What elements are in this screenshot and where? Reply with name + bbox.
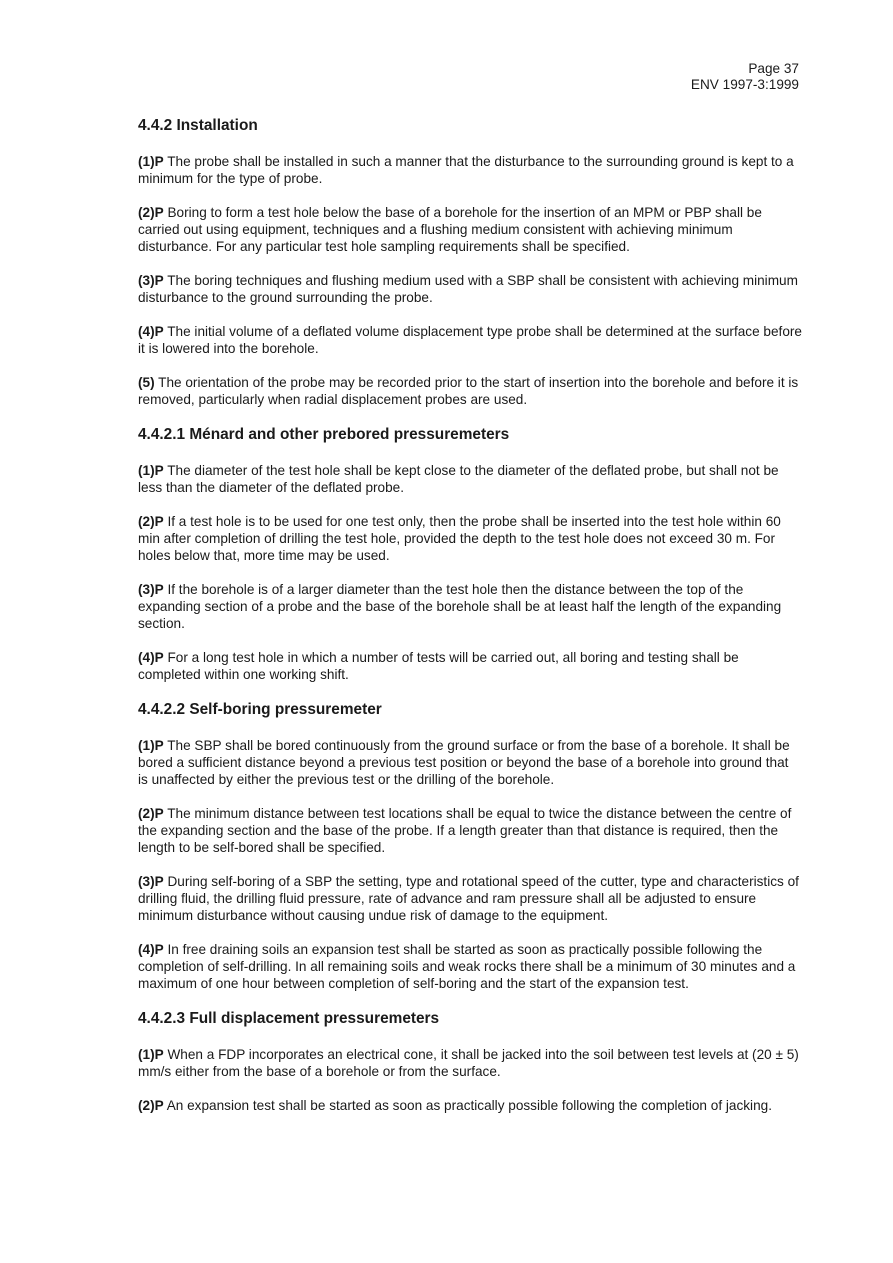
clause-number: (2)P bbox=[138, 514, 164, 529]
section-heading: 4.4.2 Installation bbox=[138, 117, 258, 134]
clause-text: If the borehole is of a larger diameter than the test hole then the distance between the top of the expanding section of a probe and the base of the borehole shall be at least half the length of the expanding section. bbox=[138, 582, 782, 631]
clause-text: Boring to form a test hole below the base of a borehole for the insertion of an MPM or PBP shall be carried out using equipment, techniques and a flushing medium consistent with achieving minimum disturbance. For any particular test hole sampling requirements shall be specified. bbox=[138, 205, 762, 254]
clause-text: The minimum distance between test locations shall be equal to twice the distance between the centre of the expanding section and the base of the probe. If a length greater than that distance is required, then the length to be self-bored shall be specified. bbox=[138, 806, 792, 855]
clause bbox=[138, 737, 802, 788]
clause bbox=[138, 941, 802, 992]
clause bbox=[138, 462, 802, 496]
clause-number: (3)P bbox=[138, 874, 164, 889]
clause-text: For a long test hole in which a number of tests will be carried out, all boring and testing shall be completed within one working shift. bbox=[138, 650, 739, 682]
standard-reference: ENV 1997-3:1999 bbox=[690, 77, 799, 92]
clause bbox=[138, 272, 802, 306]
clause-number: (4)P bbox=[138, 942, 164, 957]
clause-text: The diameter of the test hole shall be kept close to the diameter of the deflated probe, but shall not be less than the diameter of the deflated probe. bbox=[138, 463, 779, 495]
clause bbox=[138, 873, 802, 924]
clause-text: When a FDP incorporates an electrical cone, it shall be jacked into the soil between test levels at (20 ± 5) mm/s either from the base of a borehole or from the surface. bbox=[138, 1047, 799, 1079]
section-heading: 4.4.2.1 Ménard and other prebored pressuremeters bbox=[138, 426, 510, 443]
clause-number: (1)P bbox=[138, 738, 164, 753]
clause-number: (1)P bbox=[138, 1047, 164, 1062]
clause-text: If a test hole is to be used for one test only, then the probe shall be inserted into the test hole within 60 min after completion of drilling the test hole, provided the depth to the test hole does not exceed 30 m. For holes below that, more time may be used. bbox=[138, 514, 781, 563]
clause bbox=[138, 1097, 802, 1114]
clause-text: An expansion test shall be started as soon as practically possible following the completion of jacking. bbox=[166, 1098, 772, 1113]
clause-number: (2)P bbox=[138, 806, 164, 821]
clause-number: (5) bbox=[138, 375, 155, 390]
clause-number: (2)P bbox=[138, 205, 164, 220]
clause bbox=[138, 323, 802, 357]
clause bbox=[138, 204, 802, 255]
clause-number: (2)P bbox=[138, 1098, 164, 1113]
clause bbox=[138, 153, 802, 187]
clause-text: During self-boring of a SBP the setting, type and rotational speed of the cutter, type and characteristics of drilling fluid, the drilling fluid pressure, rate of advance and ram pressure shall all be adjusted to ensure minimum disturbance without causing undue risk of damage to the equipment. bbox=[138, 874, 799, 923]
clause-number: (3)P bbox=[138, 582, 164, 597]
clause bbox=[138, 1046, 802, 1080]
clause-text: The boring techniques and flushing medium used with a SBP shall be consistent with achieving minimum disturbance to the ground surrounding the probe. bbox=[138, 273, 798, 305]
document-body bbox=[138, 116, 802, 1131]
clause-text: The probe shall be installed in such a manner that the disturbance to the surrounding ground is kept to a minimum for the type of probe. bbox=[138, 154, 794, 186]
clause-text: The initial volume of a deflated volume displacement type probe shall be determined at the surface before it is lowered into the borehole. bbox=[138, 324, 802, 356]
clause-number: (4)P bbox=[138, 324, 164, 339]
clause-text: The SBP shall be bored continuously from the ground surface or from the base of a borehole. It shall be bored a sufficient distance beyond a previous test position or beyond the base of a borehole into ground that is unaffected by either the previous test or the drilling of the borehole. bbox=[138, 738, 790, 787]
clause bbox=[138, 513, 802, 564]
clause-number: (1)P bbox=[138, 154, 164, 169]
page-number: Page 37 bbox=[748, 61, 799, 76]
section-heading: 4.4.2.2 Self-boring pressuremeter bbox=[138, 701, 382, 718]
clause bbox=[138, 581, 802, 632]
clause-number: (3)P bbox=[138, 273, 164, 288]
clause bbox=[138, 649, 802, 683]
clause-text: In free draining soils an expansion test shall be started as soon as practically possible following the completion of self-drilling. In all remaining soils and weak rocks there shall be a minimum of 30 minutes and a maximum of one hour between completion of self-boring and the start of the expansion test. bbox=[138, 942, 796, 991]
clause bbox=[138, 805, 802, 856]
page-header bbox=[691, 61, 799, 93]
clause-text: The orientation of the probe may be recorded prior to the start of insertion into the borehole and before it is removed, particularly when radial displacement probes are used. bbox=[138, 375, 799, 407]
clause-number: (4)P bbox=[138, 650, 164, 665]
section-heading: 4.4.2.3 Full displacement pressuremeters bbox=[138, 1010, 440, 1027]
clause bbox=[138, 374, 802, 408]
clause-number: (1)P bbox=[138, 463, 164, 478]
